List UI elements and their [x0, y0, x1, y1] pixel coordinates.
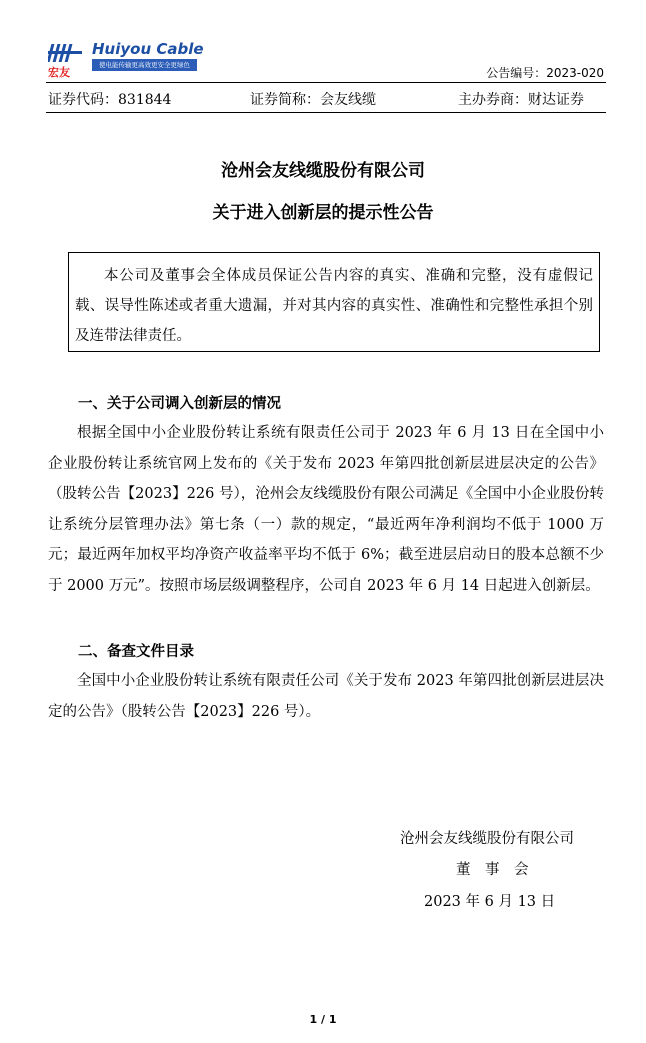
- logo-chinese-mark: 宏友: [48, 66, 70, 79]
- logo-mark-icon: [48, 42, 88, 64]
- company-title: 沧州会友线缆股份有限公司: [221, 161, 425, 181]
- company-logo: [48, 40, 204, 80]
- signature-board: 董 事 会: [456, 862, 529, 878]
- statement-box: [68, 252, 600, 352]
- section-heading-2: 二、备查文件目录: [78, 644, 194, 660]
- statement-text: 本公司及董事会全体成员保证公告内容的真实、准确和完整，没有虚假记载、误导性陈述或者重大遗漏，并对其内容的真实性、准确性和完整性承担个别及连带法律责任。: [75, 268, 593, 344]
- logo-slogan: 使电能传输更高效更安全更绿色: [92, 59, 197, 71]
- sponsor-broker: 主办券商：财达证券: [458, 92, 584, 108]
- announcement-number: 公告编号：2023-020: [486, 66, 604, 80]
- stock-abbreviation: 证券简称：会友线缆: [250, 92, 376, 108]
- section-body-1: 根据全国中小企业股份转让系统有限责任公司于 2023 年 6 月 13 日在全国中小企业股份转让系统官网上发布的《关于发布 2023 年第四批创新层进层决定的公告》（股转公告【2023】226 号），沧州会友线缆股份有限公司满足《全国中小企业股份转让系统分层管理办法》第七条（一）款的规定，“最近两年净利润均不低于 1000 万元；最近两年加权平均净资产收益率平均不低于 6%；截至进层启动日的股本总额不少于 2000 万元”。按照市场层级调整程序，公司自 2023 年 6 月 14 日起进入创新层。: [48, 425, 604, 594]
- meta-divider: [46, 112, 606, 113]
- stock-code: 证券代码：831844: [48, 92, 172, 108]
- section-heading-1: 一、关于公司调入创新层的情况: [78, 396, 281, 412]
- header-divider: [46, 82, 606, 83]
- section-body-2: 全国中小企业股份转让系统有限责任公司《关于发布 2023 年第四批创新层进层决定的公告》（股转公告【2023】226 号）。: [48, 673, 604, 720]
- announcement-title: 关于进入创新层的提示性公告: [212, 203, 434, 223]
- signature-company: 沧州会友线缆股份有限公司: [400, 831, 574, 847]
- signature-date: 2023 年 6 月 13 日: [424, 894, 556, 910]
- logo-wordmark: Huiyou Cable: [92, 40, 204, 58]
- page-number: 1 / 1: [309, 1013, 337, 1026]
